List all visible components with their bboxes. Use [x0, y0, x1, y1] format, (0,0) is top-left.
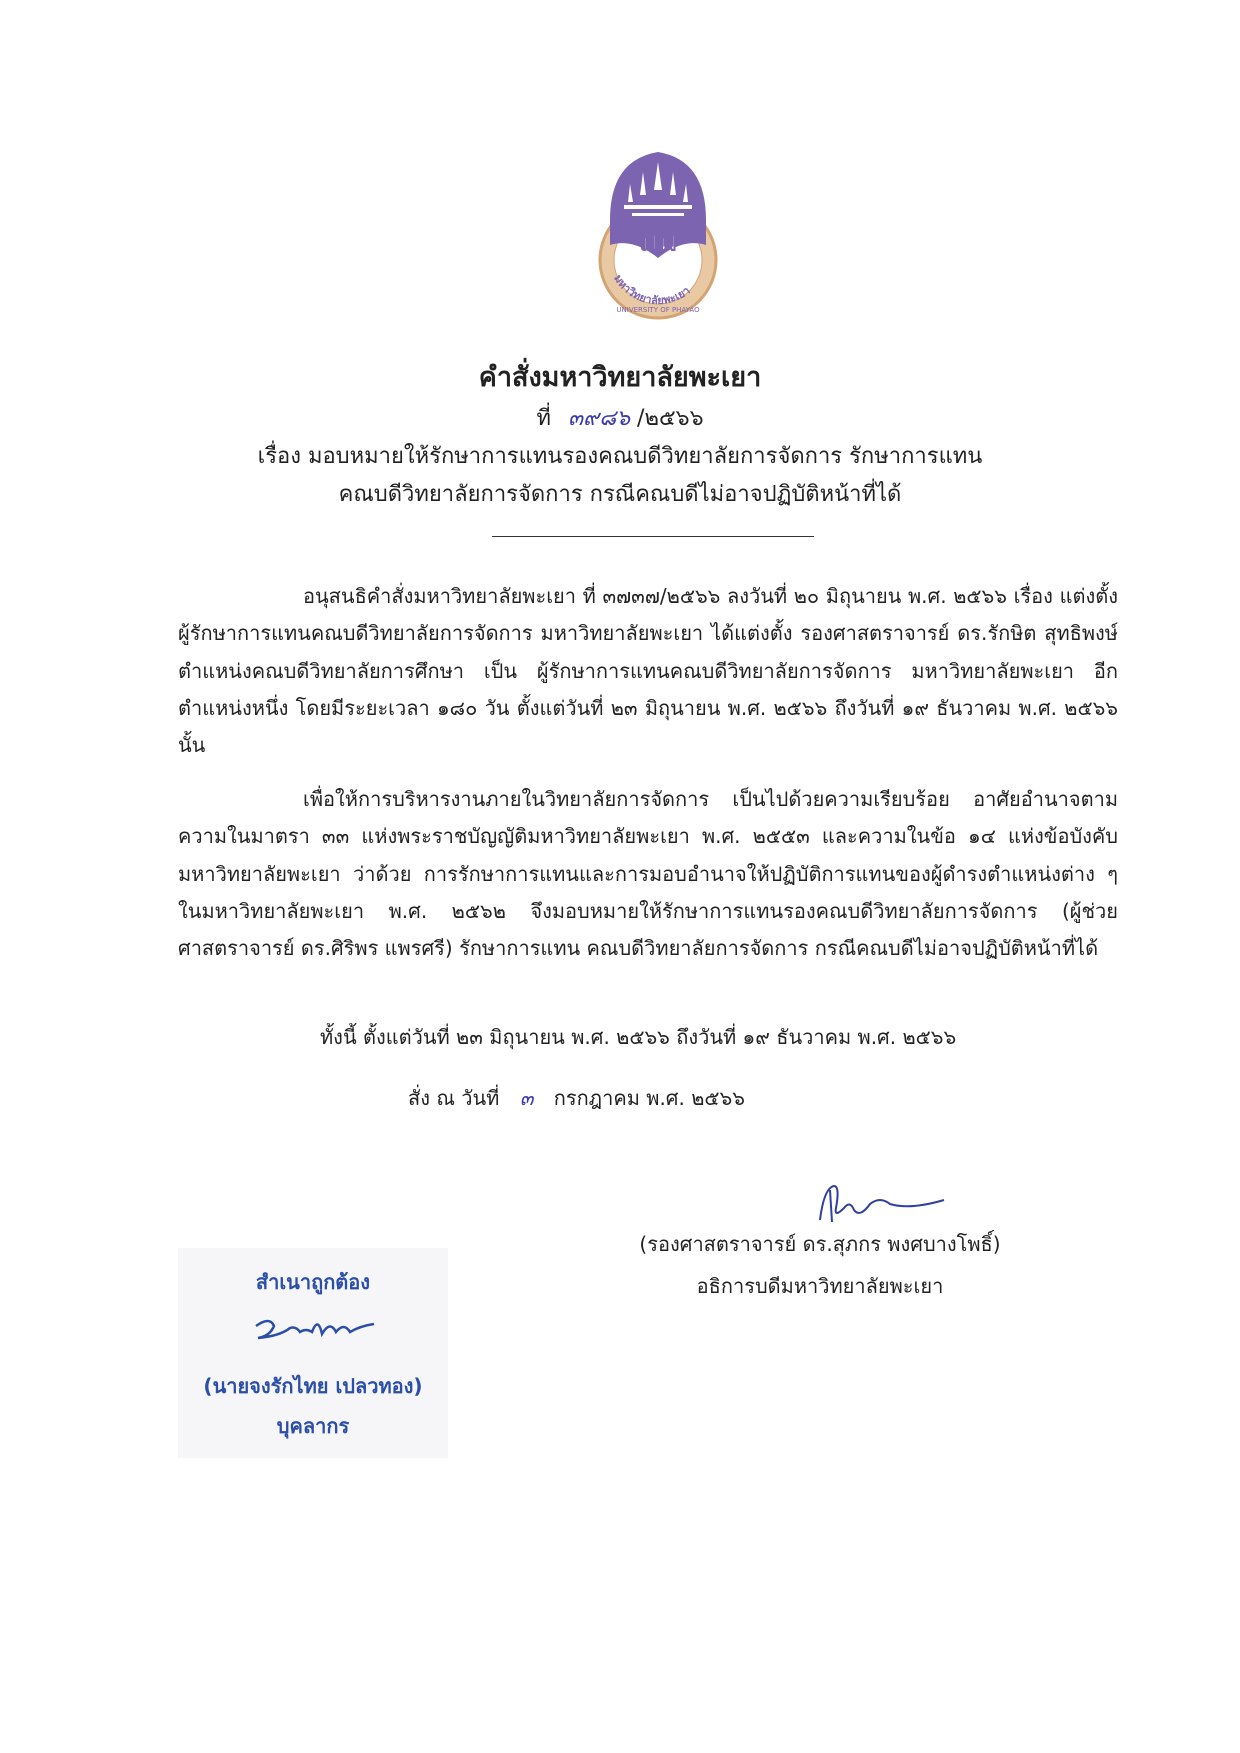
- order-number-prefix: ที่: [536, 406, 551, 431]
- president-signature: [810, 1178, 950, 1228]
- body-paragraph-2: เพื่อให้การบริหารงานภายในวิทยาลัยการจัดการ เป็นไปด้วยความเรียบร้อย อาศัยอำนาจตามความในมาตรา ๓๓ แห่งพระราชบัญญัติมหาวิทยาลัยพะเยา พ.ศ. ๒๕๕๓ และความในข้อ ๑๔ แห่งข้อบังคับมหาวิทยาลัยพะเยา ว่าด้วย การรักษาการแทนและการมอบอำนาจให้ปฏิบัติการแทนของผู้ดำรงตำแหน่งต่าง ๆ ในมหาวิทยาลัยพะเยา พ.ศ. ๒๕๖๒ จึงมอบหมายให้รักษาการแทนรองคณบดีวิทยาลัยการจัดการ (ผู้ช่วยศาสตราจารย์ ดร.ศิริพร แพรศรี) รักษาการแทน คณบดีวิทยาลัยการจัดการ กรณีคณบดีไม่อาจปฏิบัติหน้าที่ได้: [178, 787, 1118, 961]
- effective-period: ทั้งนี้ ตั้งแต่วันที่ ๒๓ มิถุนายน พ.ศ. ๒๕๖๖ ถึงวันที่ ๑๙ ธันวาคม พ.ศ. ๒๕๖๖: [320, 1025, 957, 1049]
- certifier-position: บุคลากร: [276, 1414, 350, 1438]
- certify-title: สำเนาถูกต้อง: [255, 1270, 371, 1294]
- order-day-handwritten: ๓: [519, 1086, 534, 1110]
- signer-position: อธิการบดีมหาวิทยาลัยพะเยา: [696, 1274, 944, 1298]
- certifier-name: (นายจงรักไทย เปลวทอง): [203, 1374, 423, 1398]
- order-number-handwritten: ๓๙๘๖: [567, 406, 631, 431]
- certified-copy-stamp: [178, 1248, 448, 1458]
- subject-line-1: เรื่อง มอบหมายให้รักษาการแทนรองคณบดีวิทยาลัยการจัดการ รักษาการแทน: [257, 444, 983, 469]
- order-number-suffix: /๒๕๖๖: [637, 406, 704, 431]
- order-number: [0, 400, 1240, 435]
- university-logo: [588, 150, 728, 320]
- order-date-prefix: สั่ง ณ วันที่: [408, 1086, 500, 1110]
- order-date: [408, 1082, 745, 1114]
- signer-name: (รองศาสตราจารย์ ดร.สุภกร พงศบางโพธิ์): [639, 1232, 1001, 1256]
- certifier-signature: [250, 1306, 380, 1350]
- order-date-suffix: กรกฎาคม พ.ศ. ๒๕๖๖: [553, 1086, 745, 1110]
- subject-line-2: คณบดีวิทยาลัยการจัดการ กรณีคณบดีไม่อาจปฏิบัติหน้าที่ได้: [338, 482, 902, 507]
- logo-text-en: UNIVERSITY OF PHAYAO: [616, 306, 700, 314]
- logo-monogram: มพ: [639, 224, 677, 257]
- order-title: คำสั่งมหาวิทยาลัยพะเยา: [478, 362, 762, 393]
- logo-text-th: มหาวิทยาลัยพะเยา: [611, 272, 693, 308]
- divider: [492, 536, 814, 537]
- body-paragraph-1: อนุสนธิคำสั่งมหาวิทยาลัยพะเยา ที่ ๓๗๓๗/๒๕๖๖ ลงวันที่ ๒๐ มิถุนายน พ.ศ. ๒๕๖๖ เรื่อง แต่งตั้งผู้รักษาการแทนคณบดีวิทยาลัยการจัดการ มหาวิทยาลัยพะเยา ได้แต่งตั้ง รองศาสตราจารย์ ดร.รักษิต สุทธิพงษ์ ตำแหน่งคณบดีวิทยาลัยการศึกษา เป็น ผู้รักษาการแทนคณบดีวิทยาลัยการจัดการ มหาวิทยาลัยพะเยา อีกตำแหน่งหนึ่ง โดยมีระยะเวลา ๑๘๐ วัน ตั้งแต่วันที่ ๒๓ มิถุนายน พ.ศ. ๒๕๖๖ ถึงวันที่ ๑๙ ธันวาคม พ.ศ. ๒๕๖๖ นั้น: [178, 584, 1118, 758]
